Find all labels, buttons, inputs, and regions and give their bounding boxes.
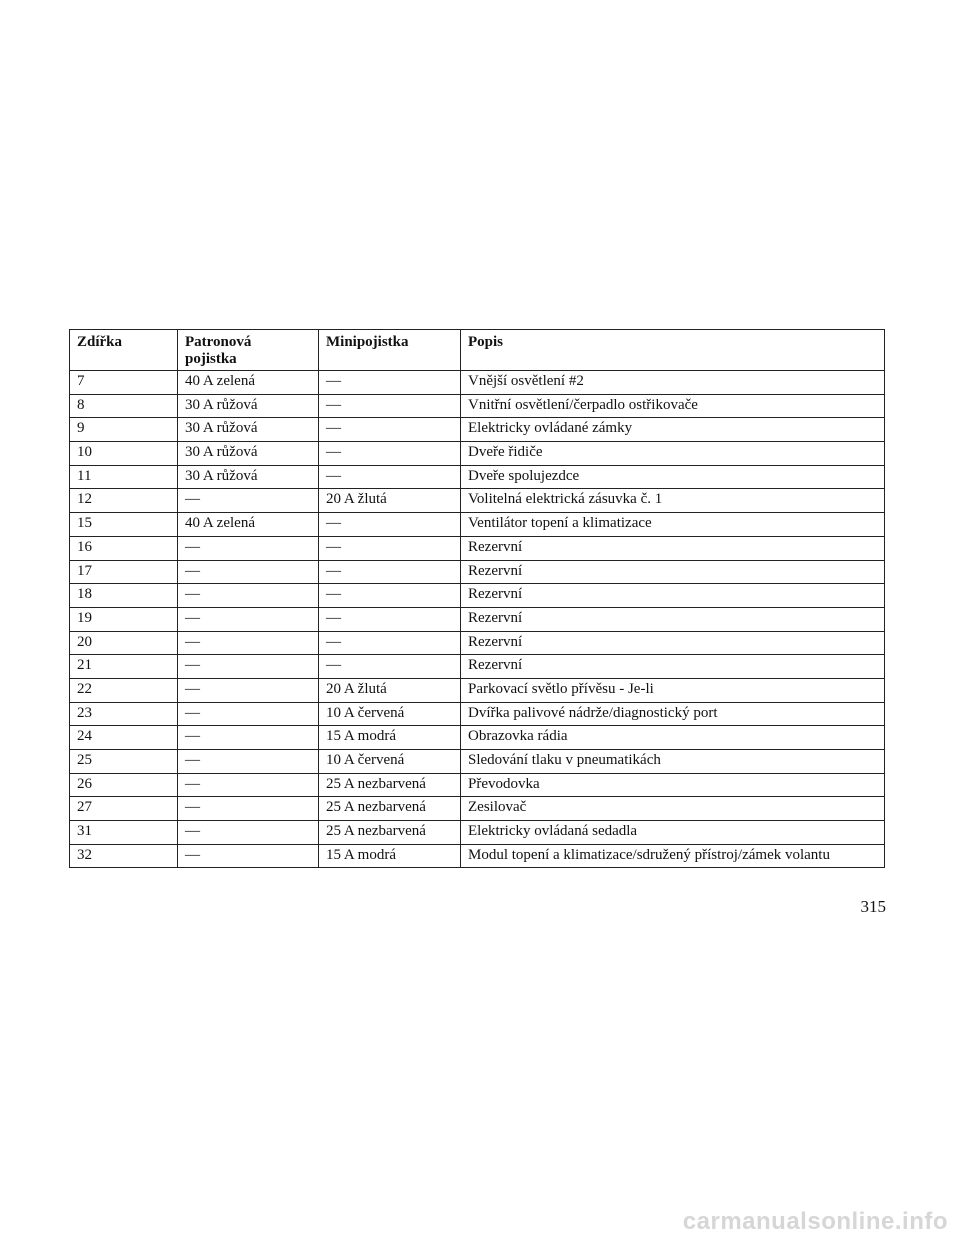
- cell-popis: Dveře řidiče: [461, 442, 885, 466]
- header-minipojistka: Minipojistka: [319, 330, 461, 371]
- watermark-logo: carmanualsonline.info: [682, 1208, 948, 1235]
- cell-zdirka: 17: [70, 560, 178, 584]
- cell-minipojistka: —: [319, 394, 461, 418]
- header-patronova-pojistka: Patronová pojistka: [178, 330, 319, 371]
- cell-zdirka: 27: [70, 797, 178, 821]
- cell-patronova: —: [178, 702, 319, 726]
- table-row: [70, 655, 885, 679]
- header-zdirka: Zdířka: [70, 330, 178, 371]
- cell-zdirka: 23: [70, 702, 178, 726]
- table-row: [70, 844, 885, 868]
- table-row: [70, 750, 885, 774]
- cell-zdirka: 25: [70, 750, 178, 774]
- table-row: [70, 371, 885, 395]
- table-row: [70, 631, 885, 655]
- cell-minipojistka: 20 A žlutá: [319, 678, 461, 702]
- cell-zdirka: 32: [70, 844, 178, 868]
- cell-zdirka: 16: [70, 536, 178, 560]
- cell-popis: Rezervní: [461, 631, 885, 655]
- cell-minipojistka: —: [319, 560, 461, 584]
- header-row: [70, 330, 885, 371]
- cell-patronova: —: [178, 631, 319, 655]
- table-row: [70, 513, 885, 537]
- cell-minipojistka: —: [319, 536, 461, 560]
- cell-zdirka: 22: [70, 678, 178, 702]
- cell-patronova: 40 A zelená: [178, 513, 319, 537]
- cell-patronova: 30 A růžová: [178, 418, 319, 442]
- cell-zdirka: 20: [70, 631, 178, 655]
- cell-patronova: —: [178, 655, 319, 679]
- cell-patronova: —: [178, 678, 319, 702]
- cell-popis: Převodovka: [461, 773, 885, 797]
- table-row: [70, 418, 885, 442]
- cell-popis: Parkovací světlo přívěsu - Je-li: [461, 678, 885, 702]
- cell-zdirka: 11: [70, 465, 178, 489]
- table-row: [70, 489, 885, 513]
- cell-zdirka: 26: [70, 773, 178, 797]
- cell-minipojistka: —: [319, 631, 461, 655]
- cell-patronova: —: [178, 726, 319, 750]
- page-number: 315: [860, 897, 886, 916]
- table-row: [70, 726, 885, 750]
- cell-patronova: —: [178, 536, 319, 560]
- table-row: [70, 442, 885, 466]
- cell-patronova: —: [178, 797, 319, 821]
- cell-patronova: —: [178, 821, 319, 845]
- cell-zdirka: 18: [70, 584, 178, 608]
- header-popis: Popis: [461, 330, 885, 371]
- cell-zdirka: 31: [70, 821, 178, 845]
- cell-popis: Elektricky ovládaná sedadla: [461, 821, 885, 845]
- cell-minipojistka: 25 A nezbarvená: [319, 797, 461, 821]
- cell-patronova: —: [178, 560, 319, 584]
- table-row: [70, 821, 885, 845]
- cell-minipojistka: 20 A žlutá: [319, 489, 461, 513]
- fuse-table-header: [70, 330, 885, 371]
- cell-popis: Rezervní: [461, 655, 885, 679]
- fuse-table-body: [70, 371, 885, 868]
- table-row: [70, 465, 885, 489]
- cell-patronova: —: [178, 773, 319, 797]
- cell-minipojistka: —: [319, 465, 461, 489]
- cell-patronova: 30 A růžová: [178, 465, 319, 489]
- cell-patronova: —: [178, 607, 319, 631]
- cell-zdirka: 24: [70, 726, 178, 750]
- cell-zdirka: 15: [70, 513, 178, 537]
- cell-zdirka: 8: [70, 394, 178, 418]
- table-row: [70, 678, 885, 702]
- table-row: [70, 560, 885, 584]
- cell-minipojistka: —: [319, 371, 461, 395]
- cell-popis: Rezervní: [461, 584, 885, 608]
- cell-minipojistka: 10 A červená: [319, 750, 461, 774]
- cell-popis: Obrazovka rádia: [461, 726, 885, 750]
- table-row: [70, 797, 885, 821]
- fuse-table: [69, 329, 885, 868]
- cell-popis: Ventilátor topení a klimatizace: [461, 513, 885, 537]
- cell-zdirka: 9: [70, 418, 178, 442]
- cell-popis: Vnější osvětlení #2: [461, 371, 885, 395]
- cell-popis: Rezervní: [461, 560, 885, 584]
- cell-minipojistka: 15 A modrá: [319, 726, 461, 750]
- cell-minipojistka: 25 A nezbarvená: [319, 821, 461, 845]
- cell-popis: Volitelná elektrická zásuvka č. 1: [461, 489, 885, 513]
- cell-minipojistka: —: [319, 655, 461, 679]
- cell-minipojistka: 15 A modrá: [319, 844, 461, 868]
- cell-minipojistka: —: [319, 442, 461, 466]
- cell-patronova: —: [178, 750, 319, 774]
- cell-minipojistka: —: [319, 607, 461, 631]
- cell-popis: Rezervní: [461, 536, 885, 560]
- cell-patronova: 30 A růžová: [178, 394, 319, 418]
- table-row: [70, 584, 885, 608]
- table-row: [70, 773, 885, 797]
- cell-popis: Dvířka palivové nádrže/diagnostický port: [461, 702, 885, 726]
- cell-popis: Rezervní: [461, 607, 885, 631]
- cell-zdirka: 12: [70, 489, 178, 513]
- cell-patronova: 30 A růžová: [178, 442, 319, 466]
- table-row: [70, 702, 885, 726]
- cell-popis: Modul topení a klimatizace/sdružený přístroj/zámek volantu: [461, 844, 885, 868]
- cell-minipojistka: 10 A červená: [319, 702, 461, 726]
- cell-zdirka: 19: [70, 607, 178, 631]
- cell-minipojistka: 25 A nezbarvená: [319, 773, 461, 797]
- cell-patronova: —: [178, 844, 319, 868]
- cell-patronova: —: [178, 584, 319, 608]
- cell-minipojistka: —: [319, 584, 461, 608]
- cell-minipojistka: —: [319, 513, 461, 537]
- cell-popis: Sledování tlaku v pneumatikách: [461, 750, 885, 774]
- table-row: [70, 607, 885, 631]
- cell-zdirka: 7: [70, 371, 178, 395]
- table-row: [70, 394, 885, 418]
- cell-popis: Elektricky ovládané zámky: [461, 418, 885, 442]
- cell-zdirka: 21: [70, 655, 178, 679]
- cell-patronova: 40 A zelená: [178, 371, 319, 395]
- cell-minipojistka: —: [319, 418, 461, 442]
- cell-patronova: —: [178, 489, 319, 513]
- table-row: [70, 536, 885, 560]
- cell-zdirka: 10: [70, 442, 178, 466]
- cell-popis: Dveře spolujezdce: [461, 465, 885, 489]
- cell-popis: Zesilovač: [461, 797, 885, 821]
- cell-popis: Vnitřní osvětlení/čerpadlo ostřikovače: [461, 394, 885, 418]
